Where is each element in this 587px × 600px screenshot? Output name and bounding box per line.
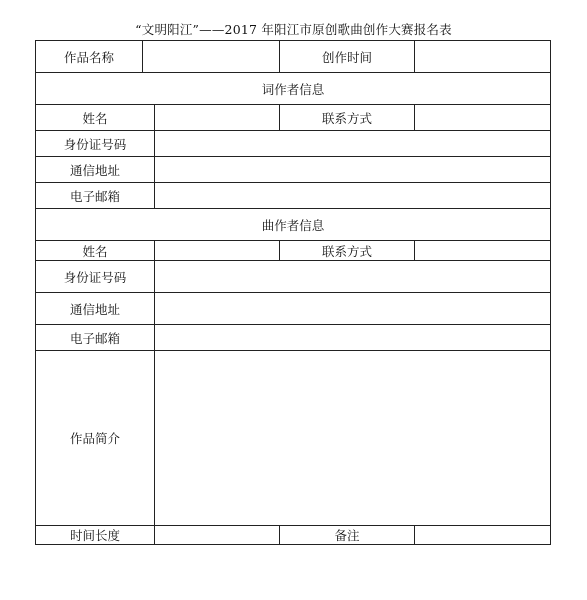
lyricist-email-field[interactable] xyxy=(155,183,551,209)
composer-contact-field[interactable] xyxy=(415,241,551,261)
creation-time-field[interactable] xyxy=(415,41,551,73)
lyricist-email-row xyxy=(36,183,551,209)
lyricist-address-field[interactable] xyxy=(155,157,551,183)
intro-label: 作品简介 xyxy=(36,351,155,526)
composer-email-row xyxy=(36,325,551,351)
duration-label: 时间长度 xyxy=(36,526,155,545)
lyricist-address-label: 通信地址 xyxy=(36,157,155,183)
lyricist-id-field[interactable] xyxy=(155,131,551,157)
work-info-row xyxy=(36,41,551,73)
composer-name-row xyxy=(36,241,551,261)
composer-id-row xyxy=(36,261,551,293)
composer-id-label: 身份证号码 xyxy=(36,261,155,293)
remarks-label: 备注 xyxy=(280,526,415,545)
lyricist-section-header xyxy=(36,73,551,105)
remarks-field[interactable] xyxy=(415,526,551,545)
duration-field[interactable] xyxy=(155,526,280,545)
lyricist-section-title: 词作者信息 xyxy=(36,73,551,105)
composer-email-field[interactable] xyxy=(155,325,551,351)
lyricist-address-row xyxy=(36,157,551,183)
lyricist-contact-label: 联系方式 xyxy=(280,105,415,131)
composer-contact-label: 联系方式 xyxy=(280,241,415,261)
intro-field[interactable] xyxy=(155,351,551,526)
composer-section-header xyxy=(36,209,551,241)
intro-row xyxy=(36,351,551,526)
composer-name-field[interactable] xyxy=(155,241,280,261)
composer-address-row xyxy=(36,293,551,325)
lyricist-name-field[interactable] xyxy=(155,105,280,131)
composer-id-field[interactable] xyxy=(155,261,551,293)
lyricist-name-row xyxy=(36,105,551,131)
work-name-field[interactable] xyxy=(143,41,280,73)
footer-row xyxy=(36,526,551,545)
lyricist-id-label: 身份证号码 xyxy=(36,131,155,157)
work-name-label: 作品名称 xyxy=(36,41,143,73)
composer-address-label: 通信地址 xyxy=(36,293,155,325)
composer-address-field[interactable] xyxy=(155,293,551,325)
lyricist-email-label: 电子邮箱 xyxy=(36,183,155,209)
creation-time-label: 创作时间 xyxy=(280,41,415,73)
lyricist-id-row xyxy=(36,131,551,157)
registration-form-table xyxy=(35,40,551,545)
lyricist-name-label: 姓名 xyxy=(36,105,155,131)
composer-section-title: 曲作者信息 xyxy=(36,209,551,241)
composer-email-label: 电子邮箱 xyxy=(36,325,155,351)
composer-name-label: 姓名 xyxy=(36,241,155,261)
lyricist-contact-field[interactable] xyxy=(415,105,551,131)
form-title: “文明阳江”——2017 年阳江市原创歌曲创作大赛报名表 xyxy=(135,22,452,37)
